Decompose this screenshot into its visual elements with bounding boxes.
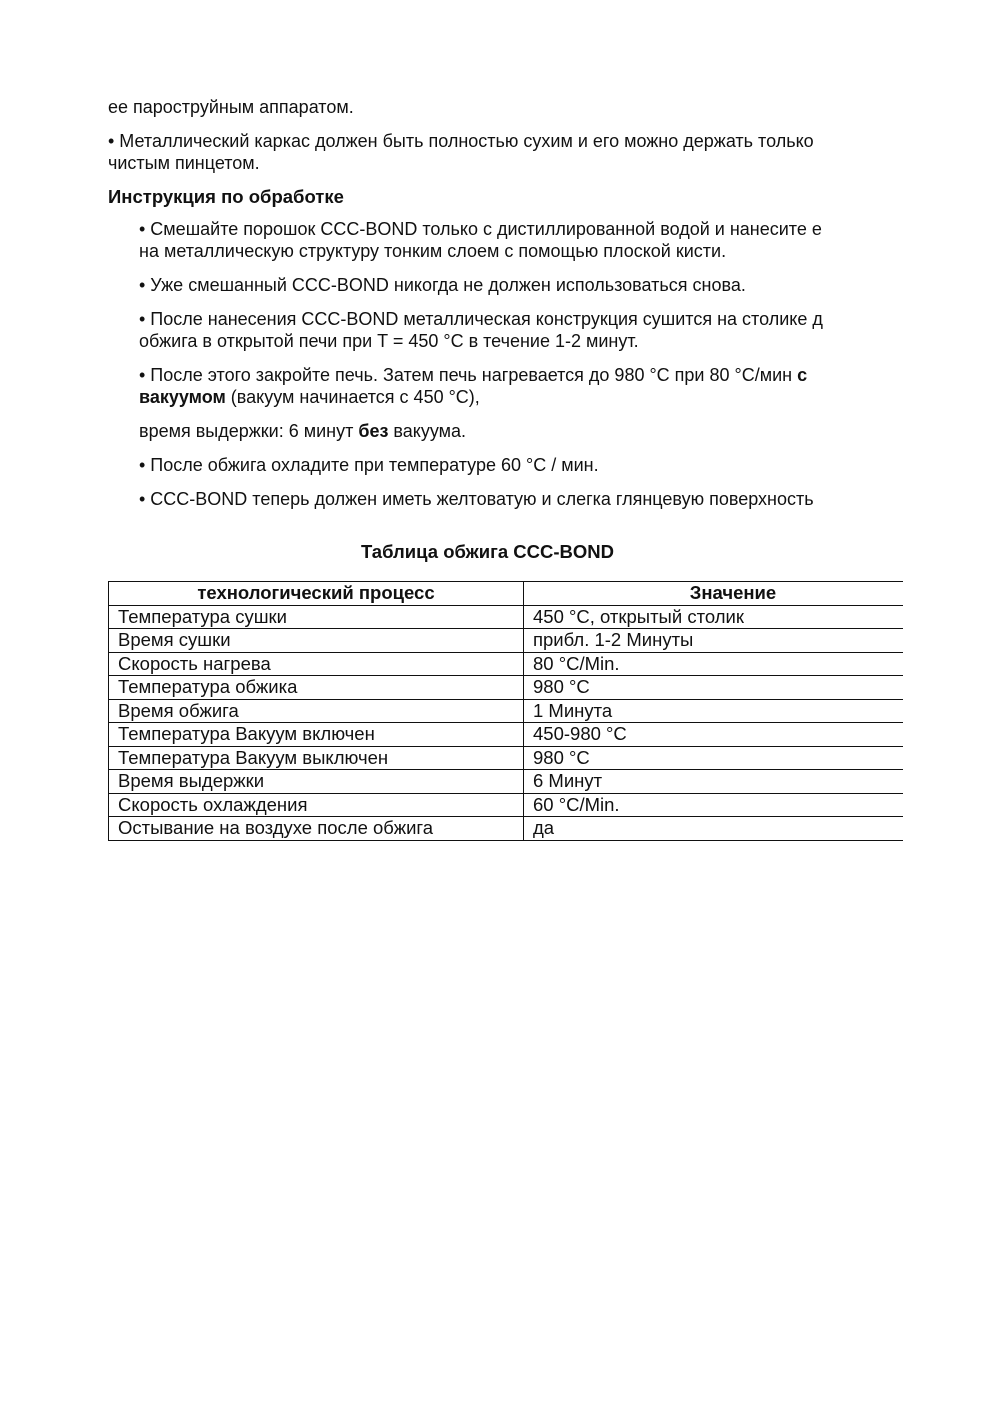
instruction-line: на металлическую структуру тонким слоем с помощью плоской кисти. — [139, 241, 727, 261]
intro-bullet-line: • Металлический каркас должен быть полностью сухим и его можно держать только — [108, 131, 814, 151]
instruction-line: • Уже смешанный CCC-BOND никогда не должен использоваться снова. — [139, 275, 746, 295]
column-header-value: Значение — [524, 582, 904, 606]
instruction-line: • Смешайте порошок CCC-BOND только с дистиллированной водой и нанесите е — [139, 219, 822, 239]
table-title: Таблица обжига CCC-BOND — [360, 541, 615, 562]
intro-bullet — [108, 130, 903, 174]
instruction-text: вакуума. — [388, 421, 467, 441]
value-cell: 450-980 °C — [524, 723, 904, 747]
intro-fragment — [108, 96, 903, 118]
intro-line: ее пароструйным аппаратом. — [108, 97, 354, 117]
process-cell: Время сушки — [109, 629, 524, 653]
process-cell: Температура обжика — [109, 676, 524, 700]
document-page — [108, 96, 903, 896]
instruction-text: время выдержки: 6 минут — [139, 421, 359, 441]
process-cell: Температура сушки — [109, 605, 524, 629]
value-cell: 80 °C/Min. — [524, 652, 904, 676]
table-row — [109, 676, 904, 700]
instruction-item — [108, 364, 903, 408]
process-cell: Температура Вакуум выключен — [109, 746, 524, 770]
process-cell: Время выдержки — [109, 770, 524, 794]
instruction-line — [139, 364, 903, 386]
value-cell: 450 °C, открытый столик — [524, 605, 904, 629]
instruction-line — [139, 386, 903, 408]
value-cell: прибл. 1-2 Минуты — [524, 629, 904, 653]
instruction-line — [139, 420, 903, 442]
value-cell: 980 °C — [524, 746, 904, 770]
section-heading: Инструкция по обработке — [108, 186, 344, 207]
value-cell: 980 °C — [524, 676, 904, 700]
table-row — [109, 629, 904, 653]
table-header-row — [109, 582, 904, 606]
instruction-line: обжига в открытой печи при T = 450 °C в течение 1-2 минут. — [139, 331, 639, 351]
process-cell: Скорость нагрева — [109, 652, 524, 676]
instruction-line: • После нанесения CCC-BOND металлическая конструкция сушится на столике д — [139, 309, 823, 329]
instruction-bold-text: вакуумом — [139, 387, 226, 407]
instruction-item — [108, 218, 903, 262]
instruction-item — [108, 454, 903, 476]
table-row — [109, 746, 904, 770]
instruction-bold-text: с — [797, 365, 808, 385]
table-row — [109, 793, 904, 817]
process-cell: Скорость охлаждения — [109, 793, 524, 817]
instruction-item — [108, 308, 903, 352]
process-cell: Остывание на воздухе после обжига — [109, 817, 524, 841]
table-row — [109, 652, 904, 676]
firing-table — [108, 581, 903, 841]
instruction-item — [108, 488, 903, 510]
column-header-process: технологический процесс — [109, 582, 524, 606]
instruction-item — [108, 274, 903, 296]
value-cell: да — [524, 817, 904, 841]
value-cell: 60 °C/Min. — [524, 793, 904, 817]
instruction-text: • После этого закройте печь. Затем печь нагревается до 980 °C при 80 °C/мин — [139, 365, 798, 385]
intro-bullet-line: чистым пинцетом. — [108, 153, 260, 173]
table-row — [109, 817, 904, 841]
instruction-bold-text: без — [358, 421, 389, 441]
table-row — [109, 605, 904, 629]
process-cell: Температура Вакуум включен — [109, 723, 524, 747]
value-cell: 1 Минута — [524, 699, 904, 723]
instruction-line: • CCC-BOND теперь должен иметь желтоватую и слегка глянцевую поверхность — [139, 489, 814, 509]
instruction-text: (вакуум начинается с 450 °C), — [225, 387, 480, 407]
process-cell: Время обжига — [109, 699, 524, 723]
table-row — [109, 770, 904, 794]
instruction-item — [108, 420, 903, 442]
instruction-line: • После обжига охладите при температуре 60 °C / мин. — [139, 455, 599, 475]
table-row — [109, 699, 904, 723]
value-cell: 6 Минут — [524, 770, 904, 794]
table-row — [109, 723, 904, 747]
